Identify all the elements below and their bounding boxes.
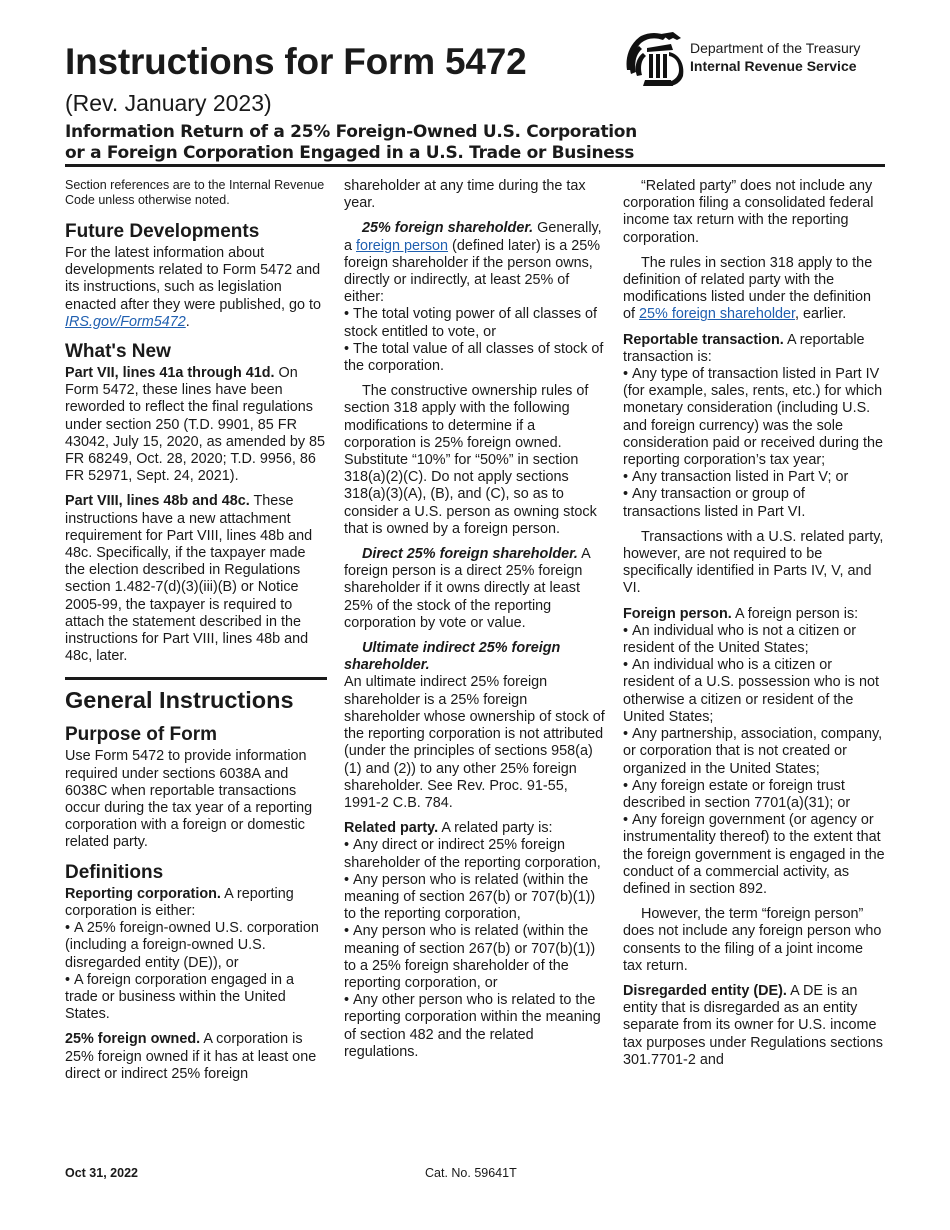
column-2 [344, 178, 606, 1069]
agency-name [690, 39, 860, 75]
reportable-transaction-paragraph: Reportable transaction. A reportable transaction is: [623, 331, 865, 365]
related-party-list [344, 837, 606, 1061]
footer-date: Oct 31, 2022 [65, 1166, 138, 1180]
definitions-heading: Definitions [65, 861, 164, 883]
general-instructions-heading: General Instructions [65, 687, 294, 714]
direct-shareholder-paragraph: Direct 25% foreign shareholder. A foreign person is a direct 25% foreign shareholder if it owns directly at least 25% of the stock of the reporting corporation by vote or value. [344, 546, 590, 631]
future-developments-heading: Future Developments [65, 221, 260, 242]
part7-paragraph: Part VII, lines 41a through 41d. On Form 5472, these lines have been reworded to reflect the final regulations under section 250 (T.D. 9901, 85 FR 43042, July 15, 2020, as amended by 85 FR 68249, Oct. 28, 2020; T.D. 9956, 86 FR 52971, Sept. 24, 2021). [65, 365, 326, 485]
irs-form5472-link[interactable]: IRS.gov/Form5472 [65, 313, 186, 330]
purpose-of-form-heading: Purpose of Form [65, 724, 218, 746]
foreign-person-paragraph: Foreign person. A foreign person is: [623, 605, 859, 622]
section-references-note: Section references are to the Internal Revenue Code unless otherwise noted. [65, 178, 325, 207]
header-divider [65, 164, 885, 167]
list-item: • Any foreign estate or foreign trust described in section 7701(a)(31); or [623, 778, 885, 812]
list-item: • The total value of all classes of stock of the corporation. [344, 341, 606, 375]
subtitle-line-2: or a Foreign Corporation Engaged in a U.S. Trade or Business [65, 143, 635, 163]
reporting-corporation-list [65, 920, 327, 1023]
foreign-owned-paragraph: 25% foreign owned. A corporation is 25% foreign owned if it has at least one direct or indirect 25% foreign [65, 1031, 317, 1082]
irs-eagle-logo-icon [623, 30, 687, 88]
purpose-of-form-text: Use Form 5472 to provide information required under sections 6038A and 6038C when reportable transactions occur during the tax year of a reporting corporation with a foreign or domestic related party. [65, 748, 313, 851]
list-item: • A foreign corporation engaged in a trade or business within the United States. [65, 972, 327, 1024]
list-item: • Any direct or indirect 25% foreign shareholder of the reporting corporation, [344, 837, 606, 871]
form-subtitle [65, 122, 637, 164]
list-item: • Any transaction listed in Part V; or [623, 469, 885, 486]
list-item: • Any transaction or group of transactions listed in Part VI. [623, 486, 885, 520]
column-3 [623, 178, 885, 1077]
list-item: • Any person who is related (within the meaning of section 267(b) or 707(b)(1)) to a 25% foreign shareholder of the reporting corporation, or [344, 923, 606, 992]
page-title: Instructions for Form 5472 [65, 41, 527, 82]
reportable-transaction-list [623, 366, 885, 521]
column-1 [65, 178, 327, 1091]
foreign-shareholder-link[interactable]: 25% foreign shareholder [639, 306, 796, 323]
agency-line-2: Internal Revenue Service [690, 58, 857, 74]
list-item: • Any partnership, association, company, or corporation that is not created or organized in the United States; [623, 726, 885, 778]
list-item: • Any other person who is related to the reporting corporation within the meaning of section 482 and the related regulations. [344, 992, 606, 1061]
revision-date: (Rev. January 2023) [65, 90, 272, 116]
foreign-person-link[interactable]: foreign person [356, 237, 449, 254]
ultimate-indirect-paragraph: Ultimate indirect 25% foreign shareholder. An ultimate indirect 25% foreign shareholder is a 25% foreign shareholder whose ownership of stock of the reporting corporation is not attributed (under the principles of sections 958(a)(1) and (2)) to any other 25% foreign shareholder. See Rev. Proc. 91-55, 1991-2 C.B. 784. [344, 640, 605, 811]
agency-line-1: Department of the Treasury [690, 40, 861, 56]
part8-paragraph: Part VIII, lines 48b and 48c. These instructions have a new attachment requirement for Part VIII, lines 48b and 48c. Specifically, if the taxpayer made the election described in Regulations section 1.482-7(d)(3)(iii)(B) or Notice 2005-99, the taxpayer is required to attach the statement described in the instructions for Part VIII, lines 48b and 48c, later. [65, 493, 313, 665]
constructive-ownership-paragraph: The constructive ownership rules of section 318 apply with the following modifications to determine if a corporation is 25% foreign owned. Substitute “10%” for “50%” in section 318(a)(2)(C). Do not apply sections 318(a)(3)(A), (B), and (C), so as to consider a U.S. person as owning stock that is owned by a foreign person. [344, 383, 597, 537]
section-318-paragraph: The rules in section 318 apply to the definition of related party with the modifications listed under the definition of 25% foreign shareholder, earlier. [623, 254, 873, 323]
future-developments-text: For the latest information about developments related to Form 5472 and its instructions, such as legislation enacted after they were published, go to IRS.gov/Form5472. [65, 245, 322, 330]
joint-return-exclusion-paragraph: However, the term “foreign person” does not include any foreign person who consents to the filing of a joint income tax return. [623, 906, 882, 974]
list-item: • Any foreign government (or agency or instrumentality thereof) to the extent that the foreign government is engaged in the conduct of a commercial activity, as defined in section 892. [623, 812, 885, 898]
foreign-shareholder-paragraph: 25% foreign shareholder. Generally, a foreign person (defined later) is a 25% foreign shareholder if the person owns, directly or indirectly, at least 25% of either: [344, 220, 602, 306]
list-item: • A 25% foreign-owned U.S. corporation (including a foreign-owned U.S. disregarded entity (DE)), or [65, 920, 327, 972]
list-item: • Any person who is related (within the meaning of section 267(b) or 707(b)(1)) to the reporting corporation, [344, 872, 606, 924]
related-party-paragraph: Related party. A related party is: [344, 820, 553, 837]
whats-new-heading: What's New [65, 341, 171, 363]
foreign-person-list [623, 623, 885, 898]
general-instructions-divider [65, 677, 327, 680]
agency-block [623, 38, 885, 92]
list-item: • The total voting power of all classes of stock entitled to vote, or [344, 306, 606, 340]
footer-catalog-number: Cat. No. 59641T [425, 1166, 517, 1180]
list-item: • An individual who is not a citizen or resident of the United States; [623, 623, 885, 657]
related-party-exclusion-paragraph: “Related party” does not include any corporation filing a consolidated federal income tax return with the reporting corporation. [623, 178, 874, 246]
list-item: • An individual who is a citizen or resident of a U.S. possession who is not otherwise a citizen or resident of the United States; [623, 657, 885, 726]
continued-text: shareholder at any time during the tax year. [344, 178, 586, 212]
foreign-shareholder-list [344, 306, 606, 375]
us-related-party-paragraph: Transactions with a U.S. related party, however, are not required to be specifically identified in Parts IV, V, and VI. [623, 528, 884, 597]
subtitle-line-1: Information Return of a 25% Foreign-Owned U.S. Corporation [65, 122, 637, 142]
reporting-corporation-paragraph: Reporting corporation. A reporting corporation is either: [65, 885, 294, 919]
document-header [65, 38, 885, 166]
list-item: • Any type of transaction listed in Part IV (for example, sales, rents, etc.) for which monetary consideration (including U.S. and foreign currency) was the sole consideration paid or received during the reporting corporation’s tax year; [623, 366, 885, 469]
disregarded-entity-paragraph: Disregarded entity (DE). A DE is an entity that is disregarded as an entity separate from its owner for U.S. income tax purposes under Regulations sections 301.7701-2 and [623, 982, 883, 1068]
